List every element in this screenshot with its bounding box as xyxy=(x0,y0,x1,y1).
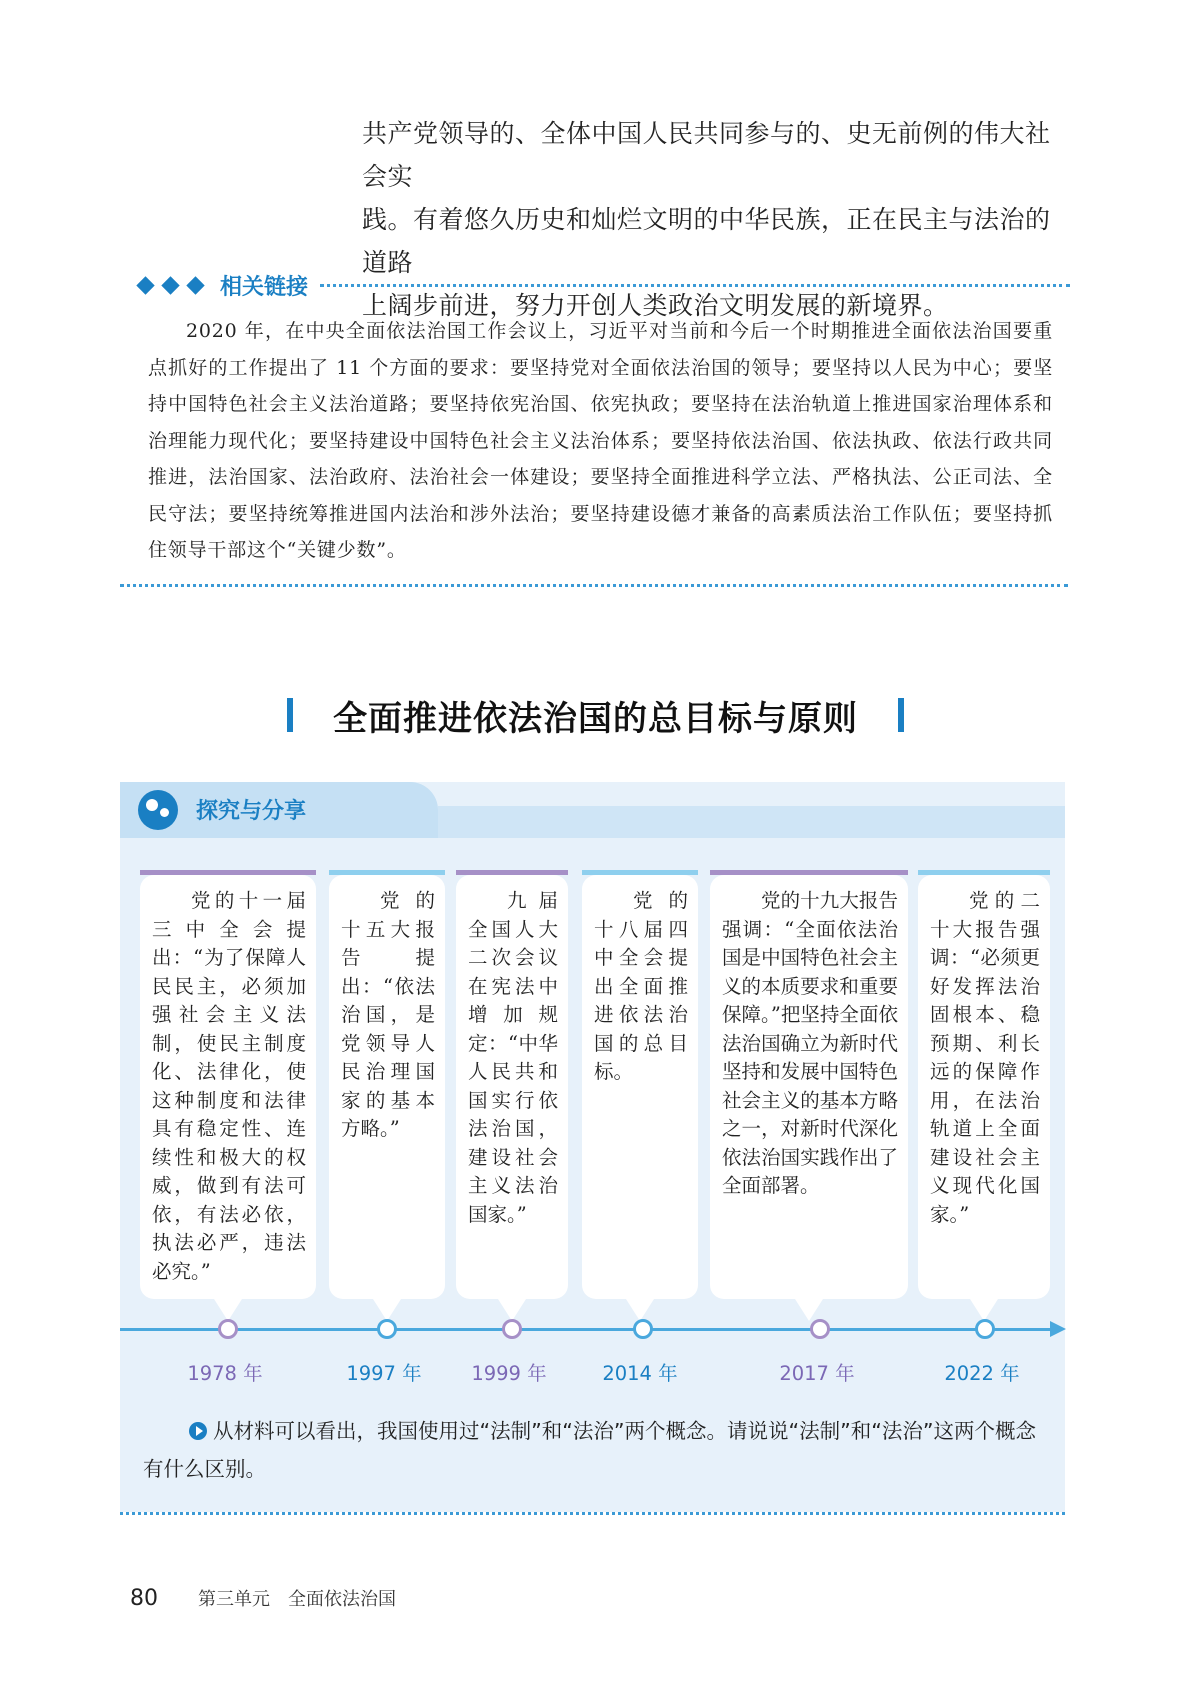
running-footer: 第三单元 全面依法治国 xyxy=(198,1589,396,1610)
explore-tab xyxy=(120,782,438,838)
timeline-year: 2022 年 xyxy=(944,1362,1020,1385)
card-text: 党的十九大报告强调：“全面依法治国是中国特色社会主义的本质要求和重要保障。”把坚持全面依法治国确立为新时代坚持和发展中国特色社会主义的基本方略之一，对新时代深化依法治国实践作出了全面部署。 xyxy=(722,889,898,1197)
timeline-arrow-icon xyxy=(1050,1321,1066,1337)
question-text: 从材料可以看出，我国使用过“法制”和“法治”两个概念。请说说“法制”和“法治”这两个概念有什么区别。 xyxy=(143,1419,1036,1481)
explore-header-strip xyxy=(438,806,1065,838)
card-text: 党的十一届三中全会提出：“为了保障人民民主，必须加强社会主义法制，使民主制度化、法律化，使这种制度和法律具有稳定性、连续性和极大的权威，做到有法可依，有法必依，执法必严，违法必究。” xyxy=(152,889,306,1283)
page-footer xyxy=(130,1585,396,1611)
timeline-node xyxy=(810,1319,830,1339)
card-top-bar xyxy=(918,870,1050,875)
timeline-node xyxy=(633,1319,653,1339)
explore-question xyxy=(143,1412,1048,1488)
timeline-card xyxy=(710,875,908,1299)
timeline-axis xyxy=(120,1328,1050,1331)
explore-label: 探究与分享 xyxy=(196,799,307,824)
card-text: 党的十五大报告提出：“依法治国，是党领导人民治理国家的基本方略。” xyxy=(341,889,435,1140)
dotted-divider xyxy=(120,1512,1065,1515)
card-text: 九届全国人大二次会议在宪法中增加规定：“中华人民共和国实行依法治国，建设社会主义法治国家。” xyxy=(468,889,558,1226)
timeline-node xyxy=(377,1319,397,1339)
page-number: 80 xyxy=(130,1586,158,1611)
card-top-bar xyxy=(582,870,698,875)
timeline-node xyxy=(975,1319,995,1339)
intro-line: 上阔步前进，努力开创人类政治文明发展的新境界。 xyxy=(362,291,949,320)
diamond-icon xyxy=(136,276,154,294)
diamond-icon xyxy=(186,276,204,294)
heading-bar-left xyxy=(287,698,293,732)
card-top-bar xyxy=(329,870,445,875)
timeline-card xyxy=(918,875,1050,1299)
timeline-card xyxy=(582,875,698,1299)
card-text: 党的二十大报告强调：“必须更好发挥法治固根本、稳预期、利长远的保障作用，在法治轨道上全面建设社会主义现代化国家。” xyxy=(930,889,1040,1226)
intro-line: 践。有着悠久历史和灿烂文明的中华民族，正在民主与法治的道路 xyxy=(362,205,1051,277)
timeline-year: 2017 年 xyxy=(779,1362,855,1385)
timeline-card xyxy=(456,875,568,1299)
heading-bar-right xyxy=(898,698,904,732)
related-link-header xyxy=(135,270,1070,300)
card-text: 党的十八届四中全会提出全面推进依法治国的总目标。 xyxy=(594,889,688,1083)
timeline-node xyxy=(502,1319,522,1339)
section-heading xyxy=(0,690,1191,740)
dotted-divider xyxy=(120,584,1068,587)
timeline-year: 2014 年 xyxy=(602,1362,678,1385)
section-title: 全面推进依法治国的总目标与原则 xyxy=(333,698,858,739)
timeline-card xyxy=(329,875,445,1299)
card-top-bar xyxy=(456,870,568,875)
card-top-bar xyxy=(140,870,316,875)
play-circle-icon xyxy=(189,1422,207,1440)
intro-line: 共产党领导的、全体中国人民共同参与的、史无前例的伟大社会实 xyxy=(362,119,1051,191)
timeline-card xyxy=(140,875,316,1299)
timeline-node xyxy=(218,1319,238,1339)
related-link-title: 相关链接 xyxy=(220,274,309,300)
explore-icon xyxy=(138,790,178,830)
timeline-year: 1999 年 xyxy=(471,1362,547,1385)
diamond-icon xyxy=(161,276,179,294)
dotted-divider xyxy=(320,284,1070,287)
timeline-year: 1997 年 xyxy=(346,1362,422,1385)
diamond-icons xyxy=(135,279,206,292)
card-top-bar xyxy=(710,870,908,875)
related-link-body: 2020 年，在中央全面依法治国工作会议上，习近平对当前和今后一个时期推进全面依法治国要重点抓好的工作提出了 11 个方面的要求：要坚持党对全面依法治国的领导；要坚持以人民为中心；要坚持中国特色社会主义法治道路；要坚持依宪治国、依宪执政；要坚持在法治轨道上推进国家治理体系和治理能力现代化；要坚持建设中国特色社会主义法治体系；要坚持依法治国、依法执政、依法行政共同推进，法治国家、法治政府、法治社会一体建设；要坚持全面推进科学立法、严格执法、公正司法、全民守法；要坚持统筹推进国内法治和涉外法治；要坚持建设德才兼备的高素质法治工作队伍；要坚持抓住领导干部这个“关键少数”。 xyxy=(148,320,1053,561)
timeline-year: 1978 年 xyxy=(187,1362,263,1385)
